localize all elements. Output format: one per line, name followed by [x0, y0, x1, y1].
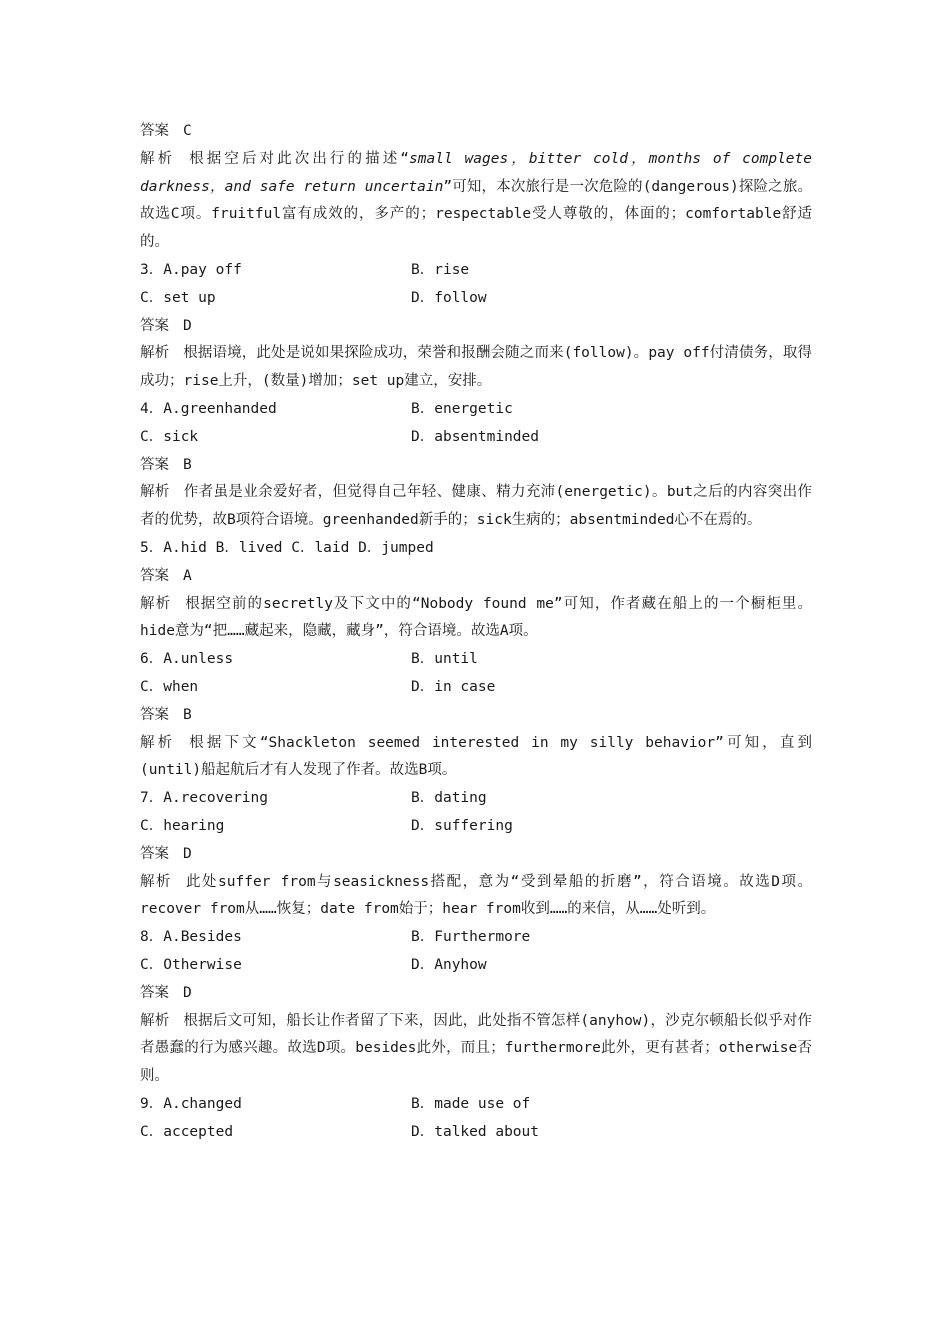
analysis-label: 解析: [140, 734, 176, 751]
answer-line: [140, 563, 812, 591]
option-row: [140, 396, 812, 424]
option-right: B．made use of: [411, 1095, 531, 1112]
analysis-paragraph: [140, 869, 812, 925]
analysis-text: 根据下文“Shackleton seemed interested in my silly behavior”可知，直到(until)船起航后才有人发现了作者。故选B项。: [140, 734, 813, 779]
analysis-text: ”可知，本次旅行是一次危险的(dangerous)探险之旅。故选C项。fruitful富有成效的，多产的；respectable受人尊敬的，体面的；comfortable舒适的。: [140, 178, 812, 251]
answer-label: 答案: [140, 845, 169, 862]
option-row: [140, 1091, 812, 1119]
option-left: 7．A.recovering: [140, 790, 268, 807]
analysis-label: 解析: [140, 873, 173, 890]
analysis-text: 根据语境，此处是说如果探险成功，荣誉和报酬会随之而来(follow)。pay off付清债务，取得成功；rise上升，(数量)增加；set up建立，安排。: [140, 345, 812, 390]
option-row: [140, 646, 812, 674]
analysis-paragraph: [140, 730, 812, 786]
option-left: C．set up: [140, 289, 216, 306]
analysis-paragraph: [140, 479, 812, 535]
option-right: D．Anyhow: [411, 956, 487, 973]
answer-label: 答案: [140, 317, 169, 334]
option-right: B．dating: [411, 790, 487, 807]
answer-label: 答案: [140, 456, 169, 473]
option-left: 4．A.greenhanded: [140, 400, 277, 417]
answer-line: [140, 313, 812, 341]
answer-value: B: [183, 456, 192, 473]
analysis-label: 解析: [140, 595, 172, 612]
option-right: D．follow: [411, 289, 487, 306]
analysis-label: 解析: [140, 484, 170, 501]
option-left: C．hearing: [140, 817, 225, 834]
option-row: [140, 257, 812, 285]
answer-line: [140, 980, 812, 1008]
option-row: [140, 424, 812, 452]
option-left: 9．A.changed: [140, 1095, 242, 1112]
answer-label: 答案: [140, 706, 169, 723]
answer-line: [140, 118, 812, 146]
option-row: [140, 285, 812, 313]
option-right: B．energetic: [411, 400, 513, 417]
option-row: [140, 785, 812, 813]
option-row: [140, 1119, 812, 1147]
option-left: C．sick: [140, 428, 199, 445]
option-row: [140, 924, 812, 952]
answer-value: B: [183, 706, 192, 723]
analysis-paragraph: [140, 591, 812, 647]
analysis-text: 根据空前的secretly及下文中的“Nobody found me”可知，作者藏在船上的一个橱柜里。hide意为“把……藏起来，隐藏，藏身”，符合语境。故选A项。: [140, 595, 813, 640]
option-right: D．absentminded: [411, 428, 539, 445]
answer-value: D: [183, 317, 192, 334]
analysis-paragraph: [140, 1008, 812, 1091]
analysis-text: 此处suffer from与seasickness搭配，意为“受到晕船的折磨”，符合语境。故选D项。recover from从……恢复；date from始于；hear from收到……的来信，从……处听到。: [140, 873, 812, 918]
option-left: 8．A.Besides: [140, 929, 242, 946]
analysis-text: 作者虽是业余爱好者，但觉得自己年轻、健康、精力充沛(energetic)。but之后的内容突出作者的优势，故B项符合语境。greenhanded新手的；sick生病的；absentminded心不在焉的。: [140, 484, 812, 529]
answer-value: D: [183, 984, 192, 1001]
option-row: [140, 813, 812, 841]
answer-line: [140, 841, 812, 869]
option-right: B．Furthermore: [411, 929, 531, 946]
analysis-paragraph: [140, 340, 812, 396]
option-right: D．talked about: [411, 1123, 539, 1140]
analysis-label: 解析: [140, 345, 170, 362]
option-right: D．suffering: [411, 817, 513, 834]
option-left: C．Otherwise: [140, 956, 242, 973]
analysis-paragraph: [140, 146, 812, 257]
option-row: [140, 952, 812, 980]
answer-label: 答案: [140, 567, 169, 584]
option-left: C．when: [140, 678, 199, 695]
option-right: D．in case: [411, 678, 496, 695]
quoted-text: small wages，bitter cold，months of complete darkness，and safe return uncertain: [140, 150, 812, 195]
answer-line: [140, 452, 812, 480]
analysis-text: 根据空后对此次出行的描述“: [189, 150, 410, 167]
answer-label: 答案: [140, 984, 169, 1001]
answer-label: 答案: [140, 123, 169, 139]
document-page: [140, 118, 812, 1146]
answer-value: C: [183, 123, 192, 139]
answer-value: A: [183, 567, 192, 584]
option-row: 5．A.hid B．lived C．laid D．jumped: [140, 539, 434, 556]
option-left: 3．A.pay off: [140, 261, 242, 278]
analysis-label: 解析: [140, 1012, 170, 1029]
analysis-label: 解析: [140, 150, 176, 167]
option-right: B．rise: [411, 261, 470, 278]
analysis-text: 根据后文可知，船长让作者留了下来，因此，此处指不管怎样(anyhow)，沙克尔顿船长似乎对作者愚蠢的行为感兴趣。故选D项。besides此外，而且；furthermore此外，更有甚者；otherwise否则。: [140, 1012, 813, 1085]
option-row: [140, 674, 812, 702]
option-right: B．until: [411, 651, 478, 668]
answer-value: D: [183, 845, 192, 862]
option-left: C．accepted: [140, 1123, 234, 1140]
answer-line: [140, 702, 812, 730]
option-left: 6．A.unless: [140, 651, 234, 668]
